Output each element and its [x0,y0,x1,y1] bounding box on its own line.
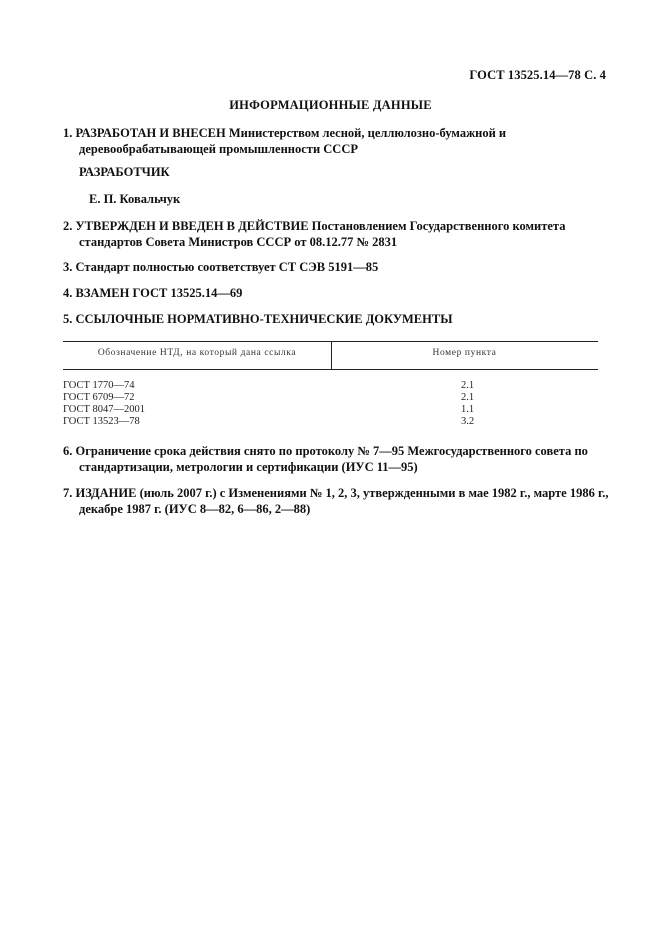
section-6-text: 6. Ограничение срока действия снято по протоколу № 7—95 Межгосударственного совета по стандартизации, метрологии и сертификации (ИУС 11—95) [63,444,588,474]
developer-name: Е. П. Ковальчук [89,192,181,206]
section-2-text: 2. УТВЕРЖДЕН И ВВЕДЕН В ДЕЙСТВИЕ Постановлением Государственного комитета стандартов Совета Министров СССР от 08.12.77 № 2831 [63,219,566,249]
table-cell-item: 2.1 [460,380,475,391]
section-1-text: 1. РАЗРАБОТАН И ВНЕСЕН Министерством лесной, целлюлозно-бумажной и деревообрабатывающей промышленности СССР [63,126,507,156]
section-3-text: 3. Стандарт полностью соответствует СТ СЭВ 5191—85 [63,260,379,274]
section-5-text: 5. ССЫЛОЧНЫЕ НОРМАТИВНО-ТЕХНИЧЕСКИЕ ДОКУМЕНТЫ [63,312,453,326]
section-4-text: 4. ВЗАМЕН ГОСТ 13525.14—69 [63,286,243,300]
table-cell-doc: ГОСТ 6709—72 [63,392,135,403]
standard-code-header: ГОСТ 13525.14—78 С. 4 [469,68,606,82]
page-title: ИНФОРМАЦИОННЫЕ ДАННЫЕ [229,98,432,112]
table-cell-doc: ГОСТ 1770—74 [63,380,135,391]
table-cell-item: 3.2 [460,416,475,427]
table-header-item: Номер пункта [432,348,497,358]
table-header-doc: Обозначение НТД, на который дана ссылка [97,348,297,358]
table-cell-doc: ГОСТ 8047—2001 [63,404,146,415]
table-header-rule [63,369,598,370]
table-cell-item: 2.1 [460,392,475,403]
table-cell-doc: ГОСТ 13523—78 [63,416,140,427]
table-cell-item: 1.1 [460,404,475,415]
section-7-text: 7. ИЗДАНИЕ (июль 2007 г.) с Изменениями № 1, 2, 3, утвержденными в мае 1982 г., марте 1986 г., декабре 1987 г. (ИУС 8—82, 6—86, 2—88) [63,486,609,516]
developer-label: РАЗРАБОТЧИК [79,165,170,179]
